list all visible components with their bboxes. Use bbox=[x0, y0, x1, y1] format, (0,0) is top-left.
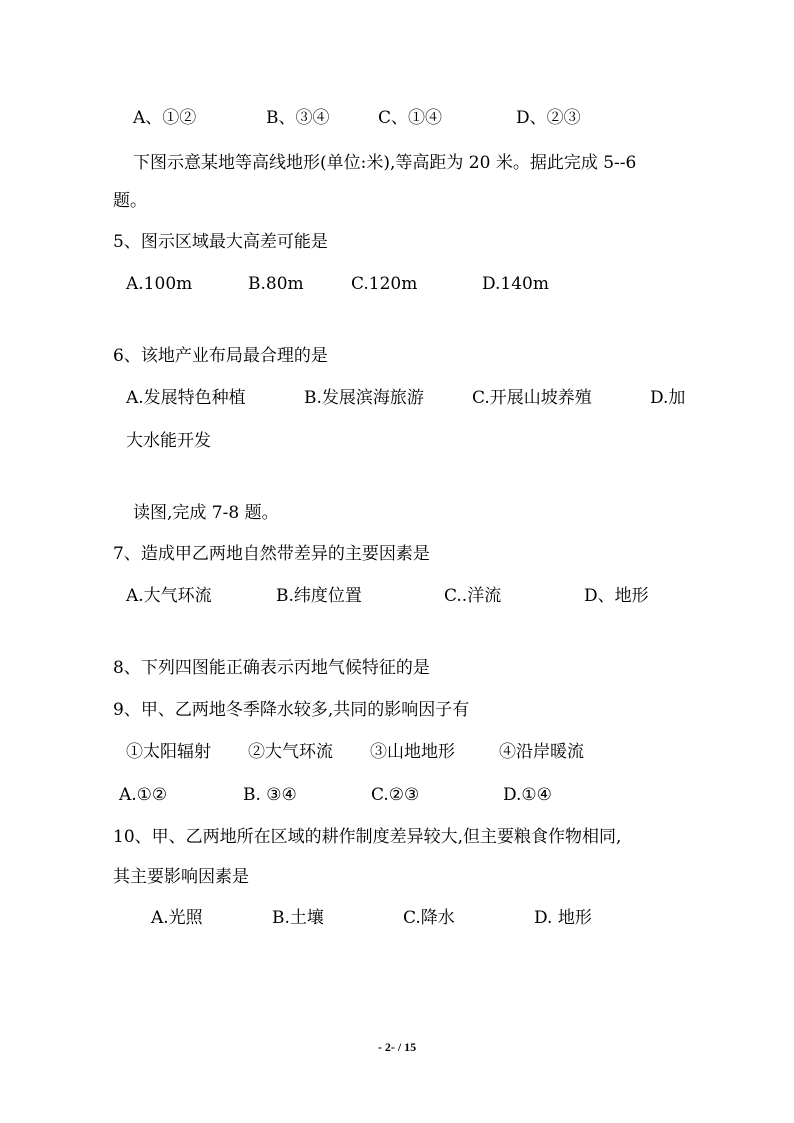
q5-stem: 5、图示区域最大高差可能是 bbox=[113, 232, 328, 252]
q4-option-c: C、①④ bbox=[378, 108, 443, 128]
q5-option-d: D.140m bbox=[482, 274, 549, 294]
q7-option-c: C..洋流 bbox=[444, 586, 502, 606]
q9-stem: 9、甲、乙两地冬季降水较多,共同的影响因子有 bbox=[113, 700, 470, 720]
q4-option-a: A、①② bbox=[133, 108, 197, 128]
q7-stem: 7、造成甲乙两地自然带差异的主要因素是 bbox=[113, 544, 430, 564]
page-number: - 2- / 15 bbox=[377, 1040, 417, 1054]
q7-option-d: D、地形 bbox=[584, 586, 649, 606]
q9-option-b: B. ③④ bbox=[243, 785, 297, 805]
q7-option-a: A.大气环流 bbox=[126, 586, 212, 606]
q6-continuation: 大水能开发 bbox=[126, 431, 211, 451]
q6-option-d: D.加 bbox=[650, 388, 686, 408]
q10-stem-line2: 其主要影响因素是 bbox=[113, 867, 249, 887]
q10-option-b: B.土壤 bbox=[272, 908, 324, 928]
q4-option-b: B、③④ bbox=[266, 108, 330, 128]
q6-option-b: B.发展滨海旅游 bbox=[304, 388, 424, 408]
q10-stem-line1: 10、甲、乙两地所在区域的耕作制度差异较大,但主要粮食作物相同, bbox=[113, 827, 622, 847]
q6-option-a: A.发展特色种植 bbox=[126, 388, 246, 408]
q9-factor-2: ②大气环流 bbox=[248, 742, 333, 762]
q9-option-c: C.②③ bbox=[371, 785, 420, 805]
q6-option-c: C.开展山坡养殖 bbox=[472, 388, 592, 408]
q5-option-c: C.120m bbox=[351, 274, 418, 294]
q10-option-c: C.降水 bbox=[403, 908, 455, 928]
q4-option-d: D、②③ bbox=[516, 108, 581, 128]
q6-stem: 6、该地产业布局最合理的是 bbox=[113, 346, 328, 366]
q9-option-a: A.①② bbox=[119, 785, 168, 805]
q9-factor-3: ③山地地形 bbox=[370, 742, 455, 762]
q9-option-d: D.①④ bbox=[503, 785, 552, 805]
intro-5-6-line1: 下图示意某地等高线地形(单位:米),等高距为 20 米。据此完成 5--6 bbox=[133, 153, 637, 173]
intro-7-8: 读图,完成 7-8 题。 bbox=[133, 503, 279, 523]
q5-option-b: B.80m bbox=[248, 274, 304, 294]
q9-factor-1: ①太阳辐射 bbox=[126, 742, 211, 762]
q5-option-a: A.100m bbox=[126, 274, 193, 294]
intro-5-6-line2: 题。 bbox=[113, 191, 147, 211]
q10-option-a: A.光照 bbox=[151, 908, 203, 928]
q10-option-d: D. 地形 bbox=[534, 908, 592, 928]
q9-factor-4: ④沿岸暖流 bbox=[499, 742, 584, 762]
q7-option-b: B.纬度位置 bbox=[276, 586, 362, 606]
q8-stem: 8、下列四图能正确表示丙地气候特征的是 bbox=[113, 658, 430, 678]
